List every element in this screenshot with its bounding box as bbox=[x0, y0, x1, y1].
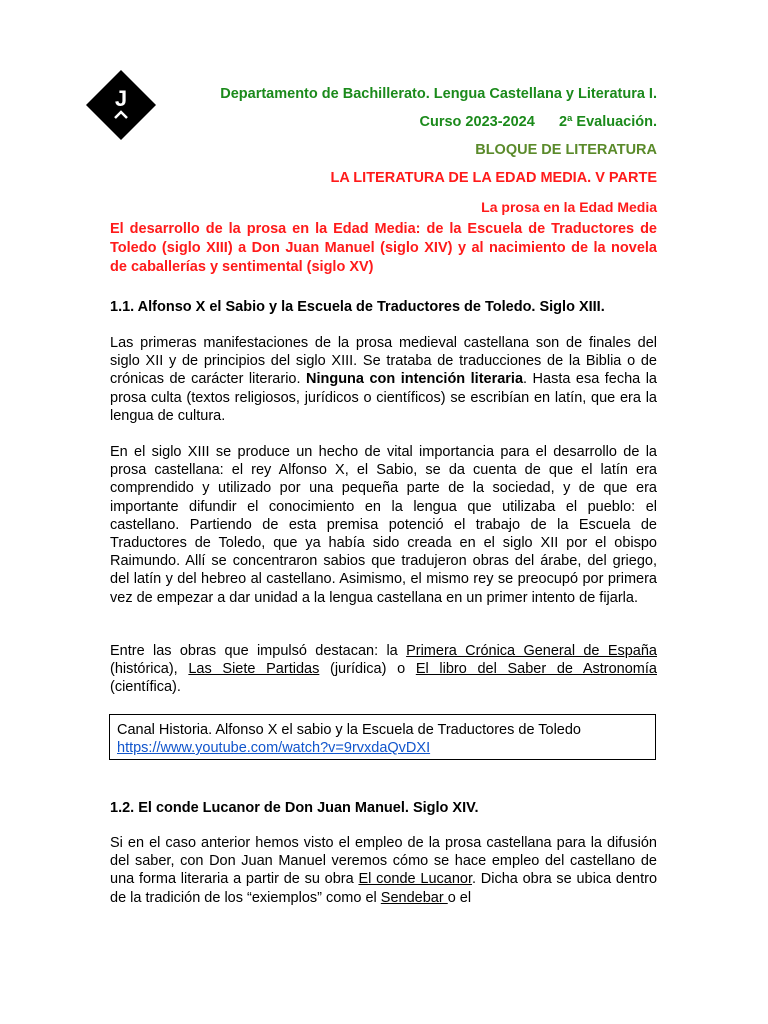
emphasis-text: Ninguna con intención literaria bbox=[305, 371, 524, 388]
work-title-sendebar: Sendebar bbox=[380, 889, 448, 906]
section1-heading: 1.1. Alfonso X el Sabio y la Escuela de Traductores de Toledo. Siglo XIII. bbox=[110, 299, 605, 315]
video-box bbox=[109, 714, 656, 760]
course: Curso 2023-2024 bbox=[419, 114, 535, 130]
unit-title: LA LITERATURA DE LA EDAD MEDIA. V PARTE bbox=[330, 170, 657, 186]
evaluation: 2ª Evaluación. bbox=[558, 114, 657, 130]
work-title-partidas: Las Siete Partidas bbox=[188, 661, 320, 678]
block-title: BLOQUE DE LITERATURA bbox=[475, 142, 657, 158]
section1-paragraph1: Las primeras manifestaciones de la prosa medieval castellana son de finales del siglo XII y de principios del siglo XIII. Se trataba de traducciones de la Biblia o de crónicas de carácter literario. Ninguna con intención literaria. Hasta esa fecha la prosa culta (textos religiosos, jurídicos o científicos) se escribían en latín, que era la lengua de cultura. bbox=[110, 335, 657, 424]
section2-heading: 1.2. El conde Lucanor de Don Juan Manuel. Siglo XIV. bbox=[110, 800, 479, 816]
work-title-cronica: Primera Crónica General de España bbox=[406, 643, 657, 659]
course-line bbox=[420, 114, 657, 130]
work-title-lucanor: El conde Lucanor bbox=[358, 871, 472, 888]
section2-paragraph1: Si en el caso anterior hemos visto el empleo de la prosa castellana para la difusión del saber, con Don Juan Manuel veremos cómo se hace empleo del castellano de una forma literaria a partir de su obra El conde Lucanor. Dicha obra se ubica dentro de la tradición de los “exiemplos” como el Sendebar o el bbox=[110, 835, 658, 906]
section1-paragraph2: En el siglo XIII se produce un hecho de vital importancia para el desarrollo de la prosa castellana: el rey Alfonso X, el Sabio, se da cuenta de que el latín era comprendido y utilizado por una pequeña parte de la sociedad, y de que era importante difundir el conocimiento en la lengua que utilizaba el pueblo: el castellano. Partiendo de esta premisa potenció el trabajo de la Escuela de Traductores de Toledo, que ya había sido creada en el siglo XII por el obispo Raimundo. Allí se concentraron sabios que tradujeron obras del árabe, del griego, del latín y del hebreo al castellano. Asimismo, el mismo rey se preocupó por primera vez de empezar a dar unidad a la lengua castellana en un primer intento de fijarla. bbox=[110, 444, 657, 606]
logo-diamond-icon bbox=[86, 70, 156, 140]
department-header: Departamento de Bachillerato. Lengua Castellana y Literatura I. bbox=[220, 86, 657, 102]
video-link[interactable]: https://www.youtube.com/watch?v=9rvxdaQvDXI bbox=[117, 740, 431, 756]
work-title-astronomia: El libro del Saber de Astronomía bbox=[415, 661, 657, 678]
video-label: Canal Historia. Alfonso X el sabio y la Escuela de Traductores de Toledo bbox=[117, 722, 581, 738]
logo-letter: J bbox=[114, 86, 128, 111]
section1-paragraph3: Entre las obras que impulsó destacan: la Primera Crónica General de España (histórica), Las Siete Partidas (jurídica) o El libro del Saber de Astronomía (científica). bbox=[110, 643, 657, 696]
subunit-title: La prosa en la Edad Media bbox=[481, 199, 657, 215]
document-title: El desarrollo de la prosa en la Edad Media: de la Escuela de Traductores de Toledo (siglo XIII) a Don Juan Manuel (siglo XIV) y al nacimiento de la novela de caballerías y sentimental (siglo XV) bbox=[110, 221, 657, 275]
